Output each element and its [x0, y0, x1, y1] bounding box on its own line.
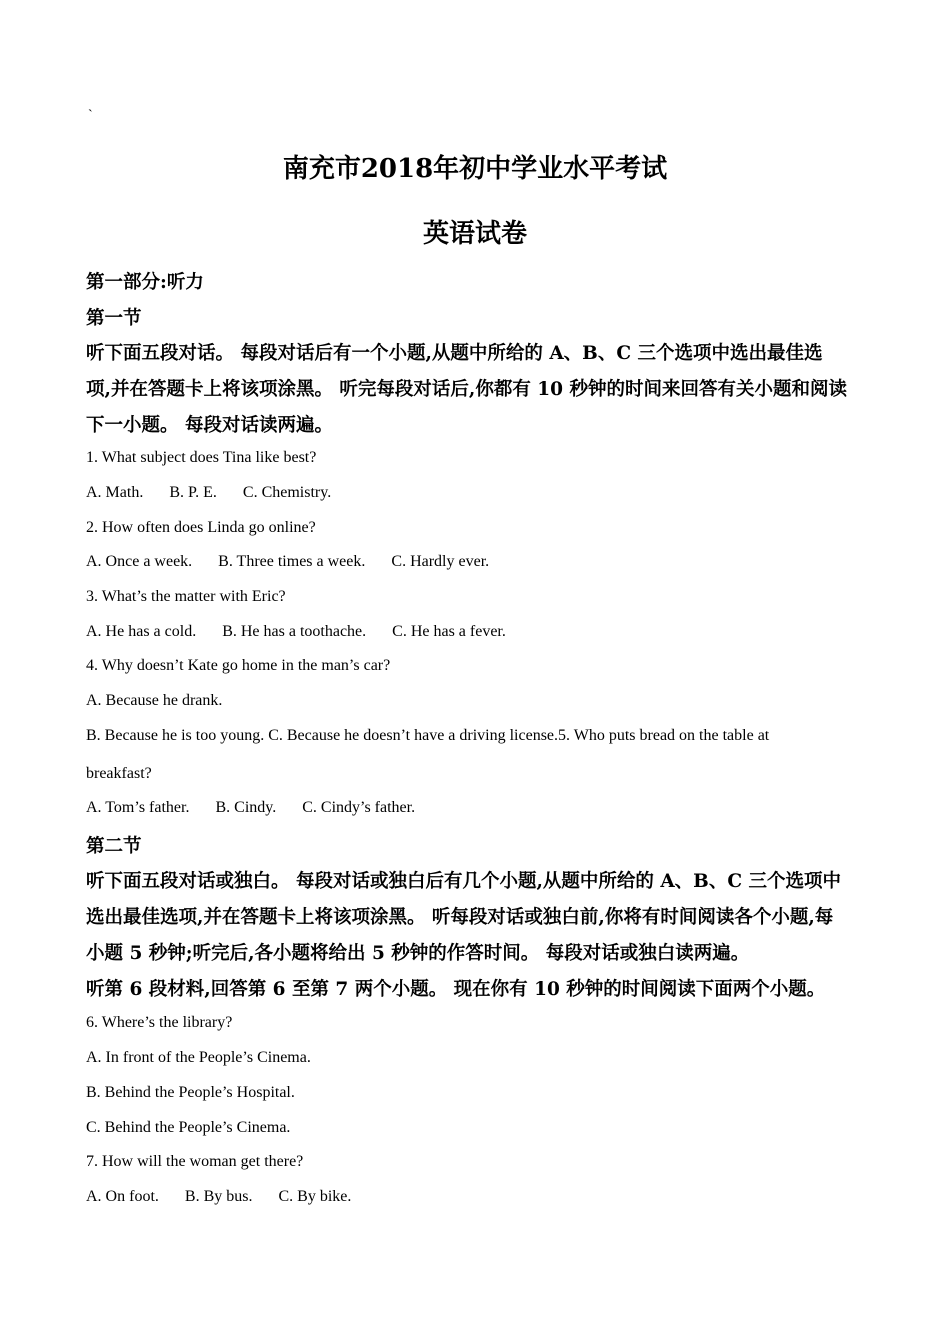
option: A. Tom’s father.: [86, 799, 190, 816]
exam-subtitle: 英语试卷: [422, 219, 527, 249]
option: B. He has a toothache.: [222, 623, 367, 640]
exam-title: 南充市2018年初中学业水平考试: [282, 154, 668, 184]
section1-label: 第一节: [86, 308, 142, 329]
question-7: 7. How will the woman get there?: [86, 1153, 304, 1170]
section1-instruction-line: 项,并在答题卡上将该项涂黑。 听完每段对话后,你都有 10 秒钟的时间来回答有关小题和阅读: [86, 379, 847, 400]
question-3-options: [86, 623, 528, 641]
section2-label: 第二节: [86, 836, 142, 857]
option: B. Three times a week.: [218, 553, 366, 570]
question-5-options: [86, 799, 437, 817]
option: B. Cindy.: [215, 799, 277, 816]
option: A. On foot.: [86, 1188, 159, 1205]
question-6-option-a: A. In front of the People’s Cinema.: [86, 1049, 311, 1066]
question-3: 3. What’s the matter with Eric?: [86, 588, 286, 605]
option: C. By bike.: [278, 1188, 352, 1205]
option: A. Math.: [86, 484, 144, 501]
stray-mark: `: [88, 108, 93, 123]
option: C. Hardly ever.: [391, 553, 490, 570]
question-6-option-b: B. Behind the People’s Hospital.: [86, 1084, 295, 1101]
question-4: 4. Why doesn’t Kate go home in the man’s car?: [86, 657, 391, 674]
question-6: 6. Where’s the library?: [86, 1014, 233, 1031]
option: C. He has a fever.: [392, 623, 506, 640]
material-6-instruction: 听第 6 段材料,回答第 6 至第 7 两个小题。 现在你有 10 秒钟的时间阅读下面两个小题。: [86, 979, 826, 1000]
question-5-continued: breakfast?: [86, 765, 152, 782]
question-6-option-c: C. Behind the People’s Cinema.: [86, 1119, 291, 1136]
section2-instruction-line: 选出最佳选项,并在答题卡上将该项涂黑。 听每段对话或独白前,你将有时间阅读各个小题,每: [86, 907, 834, 928]
question-2-options: [86, 553, 511, 571]
question-4-options-bc: B. Because he is too young. C. Because he doesn’t have a driving license.5. Who puts bread on the table at: [86, 727, 770, 744]
option: B. P. E.: [169, 484, 217, 501]
question-1-options: [86, 484, 353, 502]
option: A. He has a cold.: [86, 623, 197, 640]
question-2: 2. How often does Linda go online?: [86, 519, 316, 536]
part1-heading: 第一部分:听力: [86, 272, 204, 293]
section2-instruction-line: 小题 5 秒钟;听完后,各小题将给出 5 秒钟的作答时间。 每段对话或独白读两遍。: [86, 943, 750, 964]
question-1: 1. What subject does Tina like best?: [86, 449, 317, 466]
question-4-option-a: A. Because he drank.: [86, 692, 223, 709]
section1-instruction-line: 听下面五段对话。 每段对话后有一个小题,从题中所给的 A、B、C 三个选项中选出最佳选: [86, 343, 823, 364]
section2-instruction-line: 听下面五段对话或独白。 每段对话或独白后有几个小题,从题中所给的 A、B、C 三个选项中: [86, 871, 841, 892]
option: B. By bus.: [184, 1188, 253, 1205]
option: C. Cindy’s father.: [302, 799, 416, 816]
option: A. Once a week.: [86, 553, 193, 570]
section1-instruction-line: 下一小题。 每段对话读两遍。: [86, 415, 333, 436]
option: C. Chemistry.: [242, 484, 332, 501]
question-7-options: [86, 1188, 373, 1206]
